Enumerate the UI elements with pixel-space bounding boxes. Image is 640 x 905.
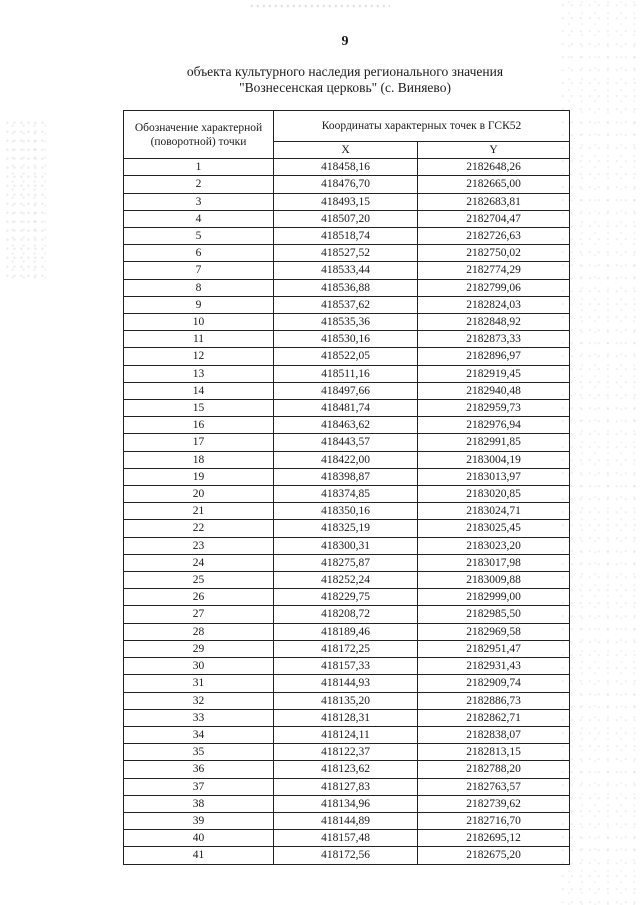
x-coordinate-cell: 418497,66 (274, 382, 418, 399)
x-coordinate-cell: 418172,56 (274, 847, 418, 864)
y-coordinate-cell: 2182665,00 (418, 176, 570, 193)
point-number-cell: 17 (124, 434, 274, 451)
point-number-cell: 10 (124, 314, 274, 331)
x-coordinate-cell: 418134,96 (274, 795, 418, 812)
point-column-header: Обозначение характерной (поворотной) точки (124, 111, 274, 159)
x-coordinate-cell: 418522,05 (274, 348, 418, 365)
y-coordinate-cell: 2182648,26 (418, 159, 570, 176)
table-row (124, 262, 570, 279)
point-number-cell: 15 (124, 400, 274, 417)
point-number-cell: 40 (124, 830, 274, 847)
document-heading (120, 64, 570, 96)
x-coordinate-cell: 418374,85 (274, 486, 418, 503)
point-number-cell: 1 (124, 159, 274, 176)
y-coordinate-cell: 2182774,29 (418, 262, 570, 279)
scan-noise (6, 120, 46, 280)
table-row (124, 245, 570, 262)
x-coordinate-cell: 418172,25 (274, 640, 418, 657)
point-number-cell: 26 (124, 589, 274, 606)
table-row (124, 314, 570, 331)
point-number-cell: 32 (124, 692, 274, 709)
table-row (124, 692, 570, 709)
y-coordinate-cell: 2182991,85 (418, 434, 570, 451)
x-coordinate-cell: 418325,19 (274, 520, 418, 537)
table-row (124, 830, 570, 847)
table-row (124, 468, 570, 485)
point-number-cell: 30 (124, 658, 274, 675)
scan-noise (560, 0, 640, 905)
x-column-header: X (274, 142, 418, 159)
x-coordinate-cell: 418128,31 (274, 709, 418, 726)
table-row (124, 744, 570, 761)
y-coordinate-cell: 2182873,33 (418, 331, 570, 348)
point-number-cell: 12 (124, 348, 274, 365)
x-coordinate-cell: 418481,74 (274, 400, 418, 417)
point-number-cell: 27 (124, 606, 274, 623)
point-number-cell: 21 (124, 503, 274, 520)
point-number-cell: 35 (124, 744, 274, 761)
table-row (124, 640, 570, 657)
y-coordinate-cell: 2182704,47 (418, 210, 570, 227)
y-coordinate-cell: 2182750,02 (418, 245, 570, 262)
x-coordinate-cell: 418511,16 (274, 365, 418, 382)
table-row (124, 451, 570, 468)
x-coordinate-cell: 418144,89 (274, 812, 418, 829)
x-coordinate-cell: 418252,24 (274, 572, 418, 589)
point-number-cell: 2 (124, 176, 274, 193)
table-row (124, 589, 570, 606)
point-number-cell: 5 (124, 228, 274, 245)
x-coordinate-cell: 418493,15 (274, 193, 418, 210)
y-coordinate-cell: 2182985,50 (418, 606, 570, 623)
table-row (124, 159, 570, 176)
y-coordinate-cell: 2182739,62 (418, 795, 570, 812)
heading-line-2: "Вознесенская церковь" (с. Виняево) (239, 80, 451, 95)
point-number-cell: 14 (124, 382, 274, 399)
x-coordinate-cell: 418127,83 (274, 778, 418, 795)
x-coordinate-cell: 418157,48 (274, 830, 418, 847)
x-coordinate-cell: 418275,87 (274, 554, 418, 571)
table-row (124, 176, 570, 193)
point-number-cell: 20 (124, 486, 274, 503)
y-coordinate-cell: 2182824,03 (418, 296, 570, 313)
point-number-cell: 7 (124, 262, 274, 279)
point-number-cell: 37 (124, 778, 274, 795)
point-number-cell: 41 (124, 847, 274, 864)
point-number-cell: 19 (124, 468, 274, 485)
x-coordinate-cell: 418536,88 (274, 279, 418, 296)
y-coordinate-cell: 2182683,81 (418, 193, 570, 210)
table-row (124, 726, 570, 743)
table-row (124, 279, 570, 296)
point-number-cell: 31 (124, 675, 274, 692)
coordinates-column-header: Координаты характерных точек в ГСК52 (274, 111, 570, 142)
y-coordinate-cell: 2182848,92 (418, 314, 570, 331)
table-row (124, 675, 570, 692)
table-row (124, 434, 570, 451)
point-number-cell: 39 (124, 812, 274, 829)
x-coordinate-cell: 418463,62 (274, 417, 418, 434)
table-row (124, 658, 570, 675)
table-row (124, 623, 570, 640)
coordinates-table (123, 110, 570, 865)
table-row (124, 400, 570, 417)
x-coordinate-cell: 418144,93 (274, 675, 418, 692)
x-coordinate-cell: 418124,11 (274, 726, 418, 743)
x-coordinate-cell: 418135,20 (274, 692, 418, 709)
point-number-cell: 8 (124, 279, 274, 296)
y-coordinate-cell: 2182976,94 (418, 417, 570, 434)
point-number-cell: 18 (124, 451, 274, 468)
point-number-cell: 9 (124, 296, 274, 313)
point-number-cell: 6 (124, 245, 274, 262)
point-number-cell: 16 (124, 417, 274, 434)
table-row (124, 778, 570, 795)
heading-line-1: объекта культурного наследия регионального значения (186, 64, 504, 79)
y-coordinate-cell: 2182838,07 (418, 726, 570, 743)
table-row (124, 795, 570, 812)
y-coordinate-cell: 2182969,58 (418, 623, 570, 640)
y-coordinate-cell: 2182695,12 (418, 830, 570, 847)
table-row (124, 503, 570, 520)
y-coordinate-cell: 2182999,00 (418, 589, 570, 606)
x-coordinate-cell: 418300,31 (274, 537, 418, 554)
x-coordinate-cell: 418537,62 (274, 296, 418, 313)
y-coordinate-cell: 2183024,71 (418, 503, 570, 520)
y-coordinate-cell: 2182862,71 (418, 709, 570, 726)
y-coordinate-cell: 2183009,88 (418, 572, 570, 589)
point-number-cell: 11 (124, 331, 274, 348)
point-number-cell: 25 (124, 572, 274, 589)
table-body (124, 159, 570, 864)
table-row (124, 761, 570, 778)
point-number-cell: 36 (124, 761, 274, 778)
y-coordinate-cell: 2182909,74 (418, 675, 570, 692)
x-coordinate-cell: 418157,33 (274, 658, 418, 675)
x-coordinate-cell: 418208,72 (274, 606, 418, 623)
y-coordinate-cell: 2182951,47 (418, 640, 570, 657)
table-row (124, 193, 570, 210)
x-coordinate-cell: 418527,52 (274, 245, 418, 262)
table-row (124, 606, 570, 623)
y-coordinate-cell: 2182931,43 (418, 658, 570, 675)
y-coordinate-cell: 2182886,73 (418, 692, 570, 709)
y-coordinate-cell: 2183023,20 (418, 537, 570, 554)
table-row (124, 812, 570, 829)
y-coordinate-cell: 2183017,98 (418, 554, 570, 571)
table-row (124, 417, 570, 434)
table-row (124, 520, 570, 537)
point-number-cell: 34 (124, 726, 274, 743)
x-coordinate-cell: 418443,57 (274, 434, 418, 451)
y-coordinate-cell: 2182716,70 (418, 812, 570, 829)
point-number-cell: 33 (124, 709, 274, 726)
x-coordinate-cell: 418476,70 (274, 176, 418, 193)
table-row (124, 537, 570, 554)
y-column-header: Y (418, 142, 570, 159)
y-coordinate-cell: 2183025,45 (418, 520, 570, 537)
point-number-cell: 29 (124, 640, 274, 657)
y-coordinate-cell: 2183020,85 (418, 486, 570, 503)
point-number-cell: 28 (124, 623, 274, 640)
table-row (124, 365, 570, 382)
x-coordinate-cell: 418422,00 (274, 451, 418, 468)
table-row (124, 847, 570, 864)
table-row (124, 296, 570, 313)
page-number: 9 (341, 34, 349, 49)
table-row (124, 572, 570, 589)
table-row (124, 210, 570, 227)
point-number-cell: 24 (124, 554, 274, 571)
y-coordinate-cell: 2182813,15 (418, 744, 570, 761)
point-number-cell: 38 (124, 795, 274, 812)
x-coordinate-cell: 418518,74 (274, 228, 418, 245)
x-coordinate-cell: 418530,16 (274, 331, 418, 348)
x-coordinate-cell: 418123,62 (274, 761, 418, 778)
x-coordinate-cell: 418350,16 (274, 503, 418, 520)
point-number-cell: 22 (124, 520, 274, 537)
x-coordinate-cell: 418535,36 (274, 314, 418, 331)
x-coordinate-cell: 418189,46 (274, 623, 418, 640)
y-coordinate-cell: 2182919,45 (418, 365, 570, 382)
y-coordinate-cell: 2182940,48 (418, 382, 570, 399)
y-coordinate-cell: 2183013,97 (418, 468, 570, 485)
y-coordinate-cell: 2182788,20 (418, 761, 570, 778)
point-number-cell: 23 (124, 537, 274, 554)
table-row (124, 554, 570, 571)
x-coordinate-cell: 418398,87 (274, 468, 418, 485)
x-coordinate-cell: 418122,37 (274, 744, 418, 761)
y-coordinate-cell: 2182799,06 (418, 279, 570, 296)
table-row (124, 228, 570, 245)
x-coordinate-cell: 418458,16 (274, 159, 418, 176)
point-number-cell: 3 (124, 193, 274, 210)
y-coordinate-cell: 2183004,19 (418, 451, 570, 468)
point-number-cell: 4 (124, 210, 274, 227)
y-coordinate-cell: 2182726,63 (418, 228, 570, 245)
point-number-cell: 13 (124, 365, 274, 382)
x-coordinate-cell: 418533,44 (274, 262, 418, 279)
y-coordinate-cell: 2182896,97 (418, 348, 570, 365)
table-row (124, 486, 570, 503)
table-row (124, 382, 570, 399)
y-coordinate-cell: 2182959,73 (418, 400, 570, 417)
table-header-row (124, 111, 570, 142)
y-coordinate-cell: 2182675,20 (418, 847, 570, 864)
table-row (124, 331, 570, 348)
table-row (124, 348, 570, 365)
x-coordinate-cell: 418507,20 (274, 210, 418, 227)
table-row (124, 709, 570, 726)
x-coordinate-cell: 418229,75 (274, 589, 418, 606)
scan-noise (250, 2, 390, 10)
y-coordinate-cell: 2182763,57 (418, 778, 570, 795)
